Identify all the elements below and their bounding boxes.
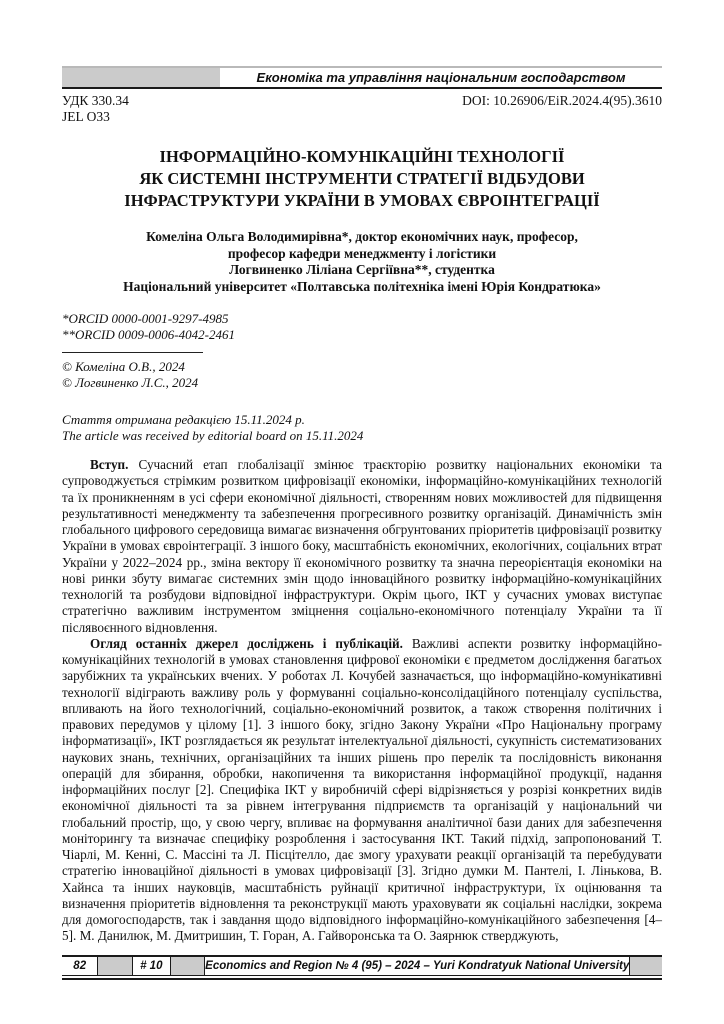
article-title-line: ІНФОРМАЦІЙНО-КОМУНІКАЦІЙНІ ТЕХНОЛОГІЇ [159, 147, 565, 166]
copyright-line: © Логвиненко Л.С., 2024 [62, 374, 199, 390]
copyright-block [62, 359, 662, 390]
paragraph-lead: Вступ. [90, 457, 139, 472]
udc-code: УДК 330.34 [62, 93, 129, 108]
article-meta [62, 93, 662, 125]
jel-code: JEL O33 [62, 109, 110, 124]
section-header-band [62, 66, 662, 89]
paragraph-text: Сучасний етап глобалізації змінює траєкторію розвитку національних економіки та супроводжується стрімким розвитком цифровізації економіки, інформаційно-комунікаційних технологій та їх проникненням в усі сфери економічної діяльності, створенням нових можливостей для підвищення результативності менеджменту та забезпечення прогресивного розвитку організацій. Динамічність змін глобального цифрового середовища вимагає визначення обгрунтованих пріоритетів цифровізації розвитку України в умовах євроінтеграції. З іншого боку, масштабність економічних, екологічних, соціальних втрат України у 2022–2024 рр., зміна вектору її економічного розвитку та значна переорієнтація економіки на нові ринки збуту вимагає системних змін щодо інноваційного розвитку інформаційно-комунікаційних технологій та розбудови відповідної інфраструктури. Окрім цього, ІКТ у сучасних умовах виступає стратегічно важливим інструментом зміцнення соціально-економічного потенціалу України та її післявоєнного відновлення. [62, 457, 662, 635]
page-footer [62, 955, 662, 980]
footer-gray-block [171, 957, 206, 975]
paragraph-literature-review [62, 636, 662, 945]
paragraph-introduction [62, 457, 662, 636]
orcid-line: *ORCID 0000-0001-9297-4985 [62, 311, 229, 326]
orcid-line: **ORCID 0009-0006-4042-2461 [62, 326, 235, 342]
copyright-separator [62, 352, 203, 353]
article-body [62, 457, 662, 945]
author-line: професор кафедри менеджменту і логістики [227, 245, 497, 261]
issue-number: # 10 [133, 957, 171, 975]
copyright-line: © Комеліна О.В., 2024 [62, 359, 185, 374]
received-line-en: The article was received by editorial board on 15.11.2024 [62, 427, 364, 443]
author-line: Логвиненко Ліліана Сергіївна**, студентка [229, 262, 495, 277]
orcid-block [62, 311, 662, 342]
section-title: Економіка та управління національним господарством [256, 70, 626, 85]
page-number: 82 [62, 957, 98, 975]
received-line-uk: Стаття отримана редакцією 15.11.2024 р. [62, 412, 305, 427]
received-block [62, 412, 662, 443]
footer-row [62, 955, 662, 976]
paragraph-lead: Огляд останніх джерел досліджень і публікацій. [90, 635, 412, 651]
footer-underline [62, 978, 662, 980]
footer-gray-block [98, 957, 133, 975]
article-title [62, 146, 662, 212]
header-gray-block [62, 68, 220, 87]
paragraph-text: Важливі аспекти розвитку інформаційно-комунікаційних технологій в умовах становлення цифрової економіки є предметом дослідження багатьох зарубіжних та українських вчених. У роботах Л. Кочубей зазначається, що інформаційно-комунікативні технології відіграють важливу роль у формуванні соціально-консолідаційного потенціалу суспільства, впливають на його технологічний, соціально-економічний розвиток, а також створення політичних і правових передумов у цілому [1]. З іншого боку, згідно Закону України «Про Національну програму інформатизації», ІКТ розглядається як результат інтелектуальної діяльності, сукупність систематизованих наукових знань, технічних, організаційних та інших рішень про перелік та послідовність виконання операцій для збирання, обробки, накопичення та використання інформаційної продукції, надання інформаційних послуг [2]. Специфіка ІКТ у виробничій сфері відрізняється у розрізі конкретних видів економічної діяльності та за рівнем інтегрування підприємств та організацій у національний чи глобальний простір, що, у свою чергу, впливає на формування аналітичної бази даних для забезпечення моніторингу та визначає специфіку розроблення і застосування ІКТ. Такий підхід, запропонований Т. Чіарлі, М. Кенні, С. Массіні та Л. Пісцітелло, дає змогу урахувати реакції організацій та перебудувати стратегію інноваційної діяльності в умовах цифровізації [3]. Згідно думки М. Пантелі, І. Лінькова, В. Хайнса та інших науковців, масштабність руйнації критичної інфраструктури, їх оцінювання та визначення пріоритетів відновлення та реконструкції мають ураховувати як соціальні наслідки, зокрема для домогосподарств, так і завдання щодо відповідного інформаційно-комунікаційного забезпечення [4–5]. М. Данилюк, М. Дмитришин, Т. Горан, А. Гайворонська та О. Заярнюк стверджують, [62, 635, 662, 944]
author-line: Комеліна Ольга Володимирівна*, доктор економічних наук, професор, [146, 229, 578, 244]
authors-block [62, 229, 662, 295]
journal-title-line: Economics and Region № 4 (95) – 2024 – Yuri Kondratyuk National University [205, 957, 630, 975]
affiliation-line: Національний університет «Полтавська політехніка імені Юрія Кондратюка» [123, 278, 601, 294]
article-title-line: ІНФРАСТРУКТУРИ УКРАЇНИ В УМОВАХ ЄВРОІНТЕГРАЦІЇ [124, 191, 600, 210]
classification-codes [62, 93, 129, 125]
footer-gray-block [630, 957, 662, 975]
doi: DOI: 10.26906/EiR.2024.4(95).3610 [462, 93, 662, 108]
article-title-line: ЯК СИСТЕМНІ ІНСТРУМЕНТИ СТРАТЕГІЇ ВІДБУДОВИ [139, 169, 585, 188]
